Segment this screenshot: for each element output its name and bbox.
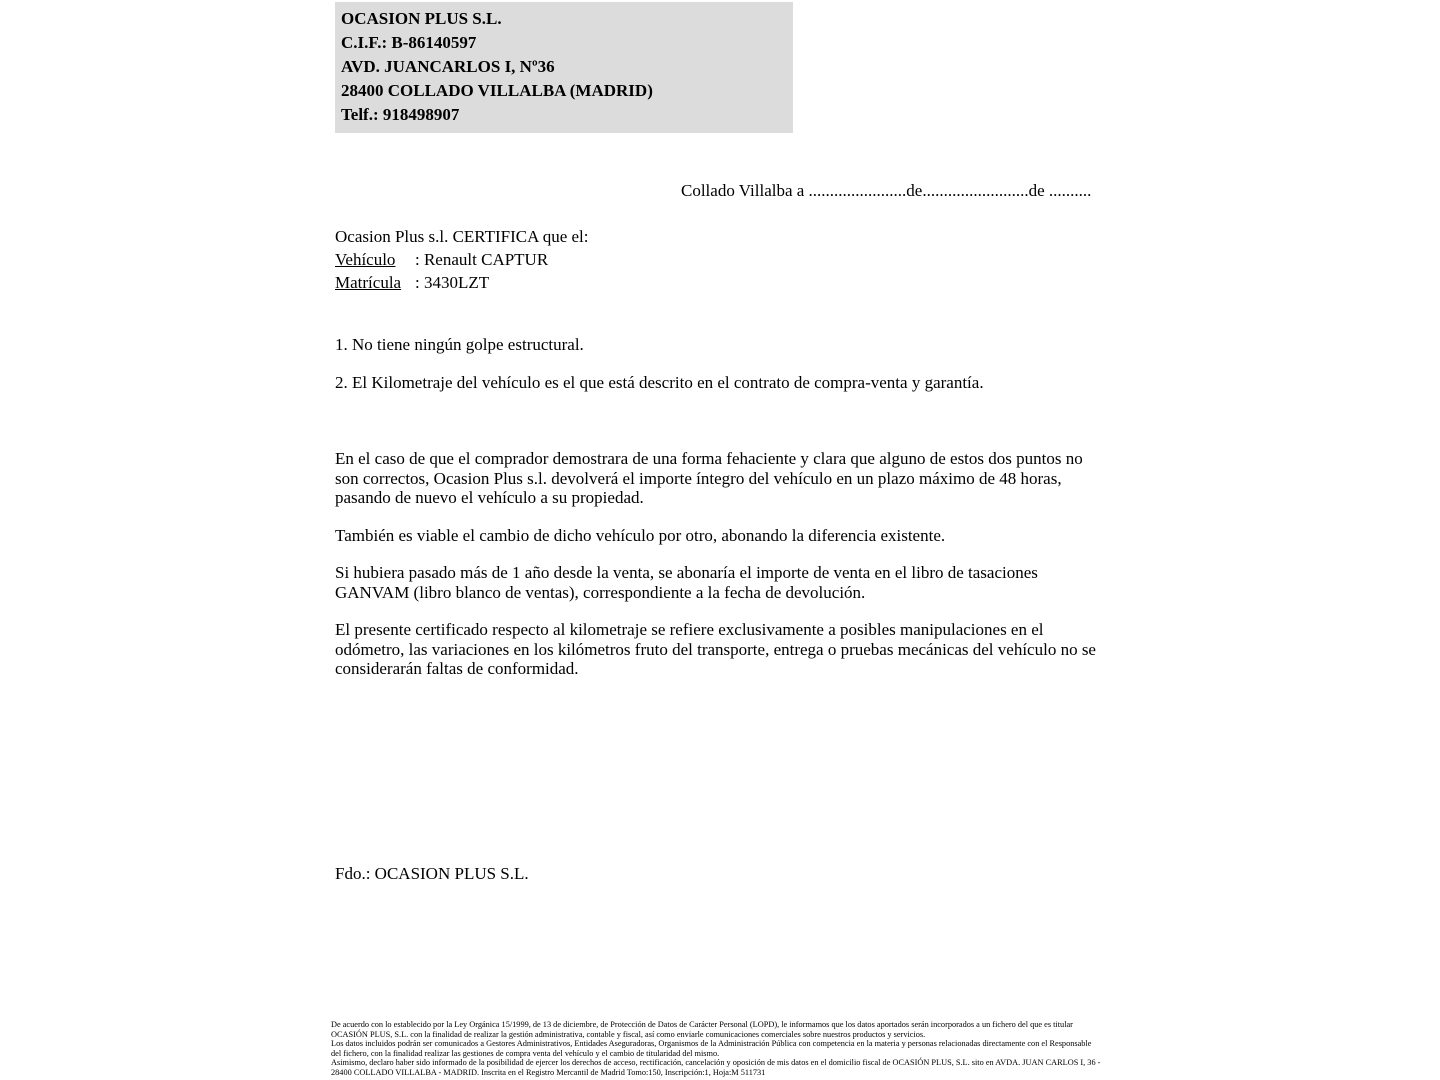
plate-label: Matrícula [335, 273, 402, 292]
vehicle-row [335, 248, 1099, 271]
company-city: 28400 COLLADO VILLALBA (MADRID) [341, 81, 653, 100]
legal-paragraph-lopd: De acuerdo con lo establecido por la Ley Orgánica 15/1999, de 13 de diciembre, de Protección de Datos de Carácter Personal (LOPD), le informamos que los datos aportados serán incorporados a un fichero del que es titular OCASIÓN PLUS, S.L. con la finalidad de realizar la gestión administrativa, contable y fiscal, así como enviarle comunicaciones comerciales sobre nuestros productos y servicios. [331, 1020, 1073, 1039]
paragraph-odometer: El presente certificado respecto al kilometraje se refiere exclusivamente a posibles manipulaciones en el odómetro, las variaciones en los kilómetros fruto del transporte, entrega o pruebas mecánicas del vehículo no se considerarán faltas de conformidad. [335, 620, 1096, 678]
paragraph-exchange: También es viable el cambio de dicho vehículo por otro, abonando la diferencia existente. [335, 525, 946, 545]
paragraph-refund: En el caso de que el comprador demostrara de una forma fehaciente y clara que alguno de estos dos puntos no son correctos, Ocasion Plus s.l. devolverá el importe íntegro del vehículo en un plazo máximo de 48 horas, pasando de nuevo el vehículo a su propiedad. [335, 449, 1083, 507]
plate-value: : 3430LZT [415, 273, 490, 292]
company-phone: Telf.: 918498907 [341, 105, 460, 124]
plate-row [335, 271, 1099, 294]
body-paragraphs [335, 449, 1099, 679]
date-line: Collado Villalba a .......................de.........................de .......... [681, 181, 1092, 200]
company-name: OCASION PLUS S.L. [341, 9, 502, 28]
company-cif: C.I.F.: B-86140597 [341, 33, 477, 52]
certifies-intro: Ocasion Plus s.l. CERTIFICA que el: [335, 227, 589, 246]
vehicle-label: Vehículo [335, 250, 396, 269]
legal-paragraph-data-sharing: Los datos incluidos podrán ser comunicados a Gestores Administrativos, Entidades Aseguradoras, Organismos de la Administración Pública con competencia en la materia y personas relacionadas directamente con el Responsable del fichero, con la finalidad realizar las gestiones de compra venta del vehículo y el cambio de titularidad del mismo. [331, 1039, 1092, 1058]
point-2: 2. El Kilometraje del vehículo es el que está descrito en el contrato de compra-venta y garantía. [335, 373, 984, 392]
paragraph-ganvam: Si hubiera pasado más de 1 año desde la venta, se abonaría el importe de venta en el libro de tasaciones GANVAM (libro blanco de ventas), correspondiente a la fecha de devolución. [335, 563, 1038, 602]
document-content [335, 2, 1099, 697]
company-address: AVD. JUANCARLOS I, Nº36 [341, 57, 555, 76]
vehicle-value: : Renault CAPTUR [415, 250, 549, 269]
point-1: 1. No tiene ningún golpe estructural. [335, 335, 584, 354]
company-header [335, 2, 793, 133]
certified-points [335, 334, 1099, 393]
signature-line: Fdo.: OCASION PLUS S.L. [335, 864, 529, 883]
legal-paragraph-rights: Asimismo, declaro haber sido informado de la posibilidad de ejercer los derechos de acceso, rectificación, cancelación y oposición de mis datos en el domicilio fiscal de OCASIÓN PLUS, S.L. sito en AVDA. JUAN CARLOS I, 36 - 28400 COLLADO VILLALBA - MADRID. Inscrita en el Registro Mercantil de Madrid Tomo:150, Inscripción:1, Hoja:M 511731 [331, 1058, 1101, 1077]
legal-notice [331, 1020, 1103, 1078]
